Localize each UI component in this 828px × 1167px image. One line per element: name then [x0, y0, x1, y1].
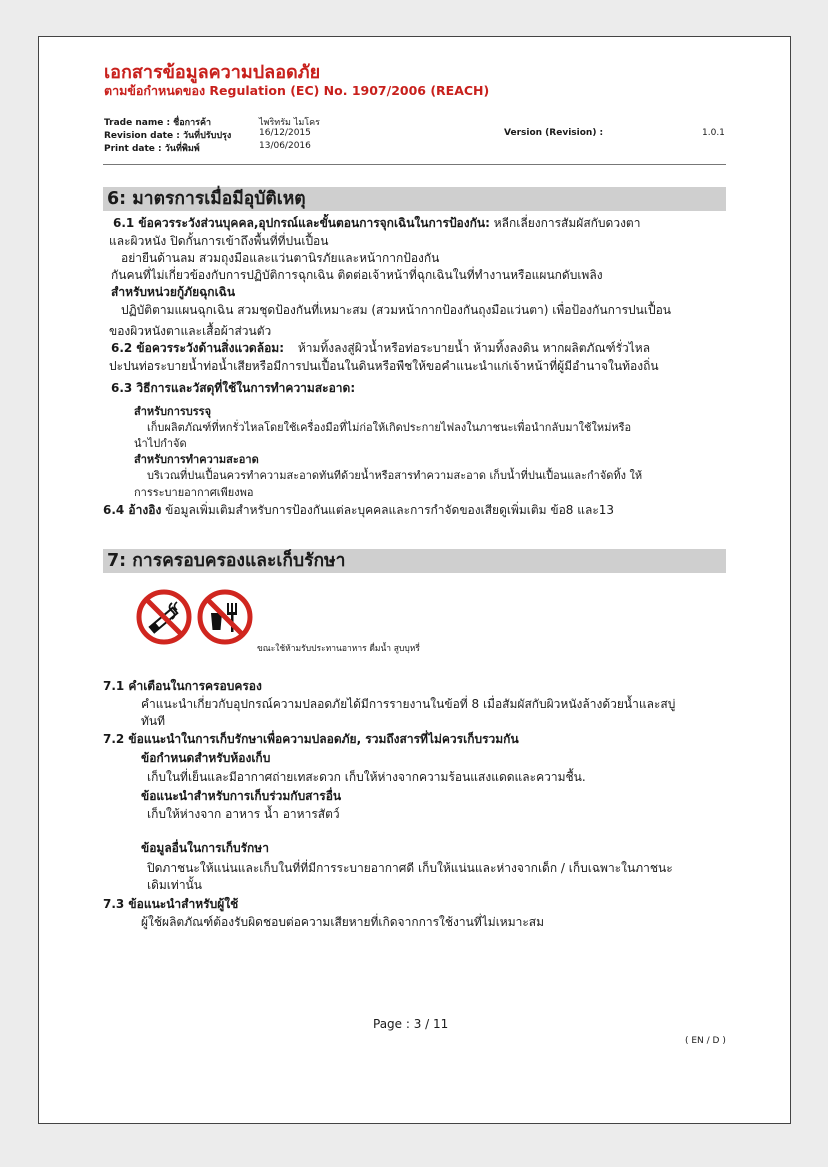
language-code: ( EN / D ) [685, 1036, 726, 1046]
section-6-1-text: กันคนที่ไม่เกี่ยวข้องกับการปฏิบัติการฉุกเฉิน ติดต่อเจ้าหน้าที่ฉุกเฉินในที่ทำงานหรือแผนกดับเพลิง [111, 268, 603, 282]
pictogram-caption: ขณะใช้ห้ามรับประทานอาหาร ดื่มน้ำ สูบบุหรี่ [257, 644, 420, 654]
trade-name-label: Trade name : ชื่อการค้า [104, 118, 212, 128]
no-smoking-icon [136, 589, 192, 645]
section-6-3-subheading: สำหรับการทำความสะอาด [134, 453, 259, 466]
section-6-2-title: 6.2 ข้อควรระวังด้านสิ่งแวดล้อม: [111, 341, 284, 355]
section-7-2-text: ปิดภาชนะให้แน่นและเก็บในที่ที่มีการระบายอากาศดี เก็บให้แน่นและห่างจากเด็ก / เก็บเฉพาะในภาชนะ [147, 861, 673, 875]
section-6-4-text: ข้อมูลเพิ่มเติมสำหรับการป้องกันแต่ละบุคคลและการกำจัดของเสียดูเพิ่มเติม ข้อ8 และ13 [165, 503, 615, 517]
version-label: Version (Revision) : [504, 128, 604, 138]
print-date-label: Print date : วันที่พิมพ์ [104, 144, 200, 154]
header-divider [103, 164, 726, 165]
section-7-2-title: 7.2 ข้อแนะนำในการเก็บรักษาเพื่อความปลอดภัย, รวมถึงสารที่ไม่ควรเก็บรวมกัน [103, 732, 519, 746]
section-6-1-text: ของผิวหนังตาและเสื้อผ้าส่วนตัว [109, 324, 272, 338]
section-6-4-title: 6.4 อ้างอิง [103, 503, 162, 517]
section-6-1-title: 6.1 ข้อควรระวังส่วนบุคคล,อุปกรณ์และขั้นตอนการจุกเฉินในการป้องกัน: [113, 216, 490, 230]
section-6-3-text: นำไปกำจัด [134, 437, 187, 450]
section-7-2-text: เก็บให้ห่างจาก อาหาร น้ำ อาหารสัตว์ [147, 807, 340, 821]
section-6-2-text: ปะปนท่อระบายน้ำท่อน้ำเสียหรือมีการปนเปื้อนในดินหรือพืชให้ขอคำแนะนำแก่เจ้าหน้าที่ผู้มีอำนาจในท้องถิ่น [109, 359, 659, 373]
section-7-2-text: เดิมเท่านั้น [147, 878, 202, 892]
section-6-1-text: หลีกเลี่ยงการสัมผัสกับดวงตา [493, 216, 641, 230]
section-6-3-subheading: สำหรับการบรรจุ [134, 405, 212, 418]
document-page [38, 36, 791, 1124]
section-7-1-text: คำแนะนำเกี่ยวกับอุปกรณ์ความปลอดภัยได้มีการรายงานในข้อที่ 8 เมื่อสัมผัสกับผิวหนังล้างด้วยน้ำและสบู่ [141, 697, 676, 711]
page-number: Page : 3 / 11 [373, 1017, 449, 1031]
section-7-2-subheading: ข้อกำหนดสำหรับห้องเก็บ [141, 751, 271, 765]
section-7-3-title: 7.3 ข้อแนะนำสำหรับผู้ใช้ [103, 897, 239, 911]
no-eating-drinking-icon [197, 589, 253, 645]
section-6-3-title: 6.3 วิธีการและวัสดุที่ใช้ในการทำความสะอาด: [111, 381, 356, 395]
revision-date-label: Revision date : วันที่ปรับปรุง [104, 131, 232, 141]
section-6-heading: 6: มาตรการเมื่อมีอุบัติเหตุ [103, 187, 726, 211]
section-6-3-text: เก็บผลิตภัณฑ์ที่หกรั่วไหลโดยใช้เครื่องมือที่ไม่ก่อให้เกิดประกายไฟลงในภาชนะเพื่อนำกลับมาใช้ใหม่หรือ [147, 421, 632, 434]
section-6-2-text: ห้ามทิ้งลงสู่ผิวน้ำหรือท่อระบายน้ำ ห้ามทิ้งลงดิน หากผลิตภัณฑ์รั่วไหล [297, 341, 651, 355]
section-6-1-text: และผิวหนัง ปิดกั้นการเข้าถึงพื้นที่ที่ปนเปื้อน [109, 234, 329, 248]
document-title: เอกสารข้อมูลความปลอดภัย [104, 62, 321, 83]
section-7-2-subheading: ข้อแนะนำสำหรับการเก็บร่วมกับสารอื่น [141, 789, 342, 803]
section-6-1-text: อย่ายืนด้านลม สวมถุงมือและแว่นตานิรภัยและหน้ากากป้องกัน [121, 251, 440, 265]
print-date-value: 13/06/2016 [259, 141, 311, 151]
section-7-1-text: ทันที [141, 714, 166, 728]
section-6-3-text: การระบายอากาศเพียงพอ [134, 486, 254, 499]
section-6-1-subheading: สำหรับหน่วยกู้ภัยฉุกเฉิน [111, 285, 236, 299]
section-6-3-text: บริเวณที่ปนเปื้อนควรทำความสะอาดทันทีด้วยน้ำหรือสารทำความสะอาด เก็บน้ำที่ปนเปื้อนและกำจัดทิ้ง ให้ [147, 469, 643, 482]
version-value: 1.0.1 [702, 128, 725, 138]
section-7-1-title: 7.1 คำเตือนในการครอบครอง [103, 679, 262, 693]
revision-date-value: 16/12/2015 [259, 128, 311, 138]
section-7-2-text: เก็บในที่เย็นและมีอากาศถ่ายเทสะดวก เก็บให้ห่างจากความร้อนแสงแดดและความชื้น. [147, 770, 586, 784]
section-6-1-text: ปฏิบัติตามแผนฉุกเฉิน สวมชุดป้องกันที่เหมาะสม (สวมหน้ากากป้องกันถุงมือแว่นตา) เพื่อป้องกันการปนเปื้อน [121, 303, 671, 317]
section-7-heading: 7: การครอบครองและเก็บรักษา [103, 549, 726, 573]
section-7-3-text: ผู้ใช้ผลิตภัณฑ์ต้องรับผิดชอบต่อความเสียหายที่เกิดจากการใช้งานที่ไม่เหมาะสม [141, 915, 545, 929]
document-subtitle: ตามข้อกำหนดของ Regulation (EC) No. 1907/2006 (REACH) [104, 83, 490, 98]
trade-name-value: ไพริทรัม ไมโคร [259, 118, 321, 128]
section-7-2-subheading: ข้อมูลอื่นในการเก็บรักษา [141, 841, 269, 855]
